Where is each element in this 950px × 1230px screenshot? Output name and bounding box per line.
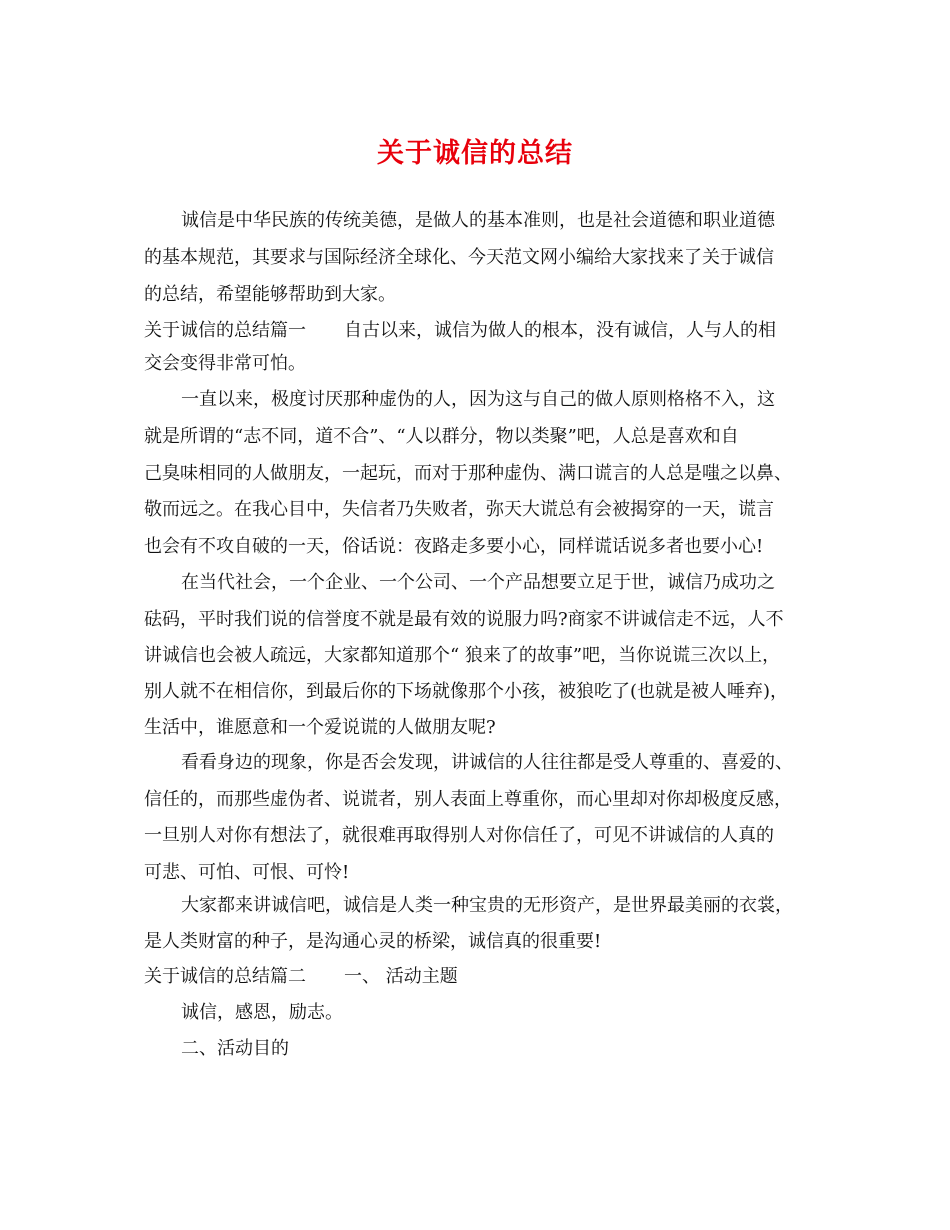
para2-line-3: 己臭味相同的人做朋友，一起玩，而对于那种虚伪、满口谎言的人总是嗤之以鼻、 bbox=[144, 463, 792, 484]
section2-item-2: 二、活动目的 bbox=[181, 1038, 289, 1059]
para2-line-2: 就是所谓的“志不同，道不合”、“人以群分，物以类聚”吧，人总是喜欢和自 bbox=[144, 426, 739, 447]
para2-line-5: 也会有不攻自破的一天，俗话说：夜路走多要小心，同样谎话说多者也要小心! bbox=[144, 536, 764, 557]
para4-line-1: 看看身边的现象，你是否会发现，讲诚信的人往往都是受人尊重的、喜爱的、 bbox=[181, 752, 793, 773]
para5-line-2: 是人类财富的种子，是沟通心灵的桥梁，诚信真的很重要! bbox=[144, 931, 602, 952]
page-title: 关于诚信的总结 bbox=[377, 138, 573, 169]
para2-line-4: 敬而远之。在我心目中，失信者乃失败者，弥天大谎总有会被揭穿的一天，谎言 bbox=[144, 499, 774, 520]
intro-line-1: 诚信是中华民族的传统美德，是做人的基本准则，也是社会道德和职业道德 bbox=[181, 210, 775, 231]
section1-heading-line bbox=[144, 320, 776, 342]
para4-line-2: 信任的，而那些虚伪者、说谎者，别人表面上尊重你，而心里却对你却极度反感， bbox=[144, 789, 792, 810]
para3-line-1: 在当代社会，一个企业、一个公司、一个产品想要立足于世，诚信乃成功之 bbox=[181, 572, 775, 593]
para3-line-3: 讲诚信也会被人疏远，大家都知道那个“ 狼来了的故事”吧，当你说谎三次以上， bbox=[144, 645, 781, 666]
para3-line-4: 别人就不在相信你，到最后你的下场就像那个小孩，被狼吃了(也就是被人唾弃)， bbox=[144, 681, 789, 702]
section1-heading: 关于诚信的总结篇一 bbox=[144, 320, 306, 341]
para4-line-4: 可悲、可怕、可恨、可怜! bbox=[144, 862, 350, 883]
para5-line-1: 大家都来讲诚信吧，诚信是人类一种宝贵的无形资产，是世界最美丽的衣裳， bbox=[181, 895, 793, 916]
para3-line-2: 砝码，平时我们说的信誉度不就是最有效的说服力吗?商家不讲诚信走不远，人不 bbox=[144, 609, 784, 630]
section1-lead: 自古以来，诚信为做人的根本，没有诚信，人与人的相 bbox=[344, 320, 776, 341]
section2-theme: 诚信，感恩，励志。 bbox=[181, 1002, 343, 1023]
section2-heading-line bbox=[144, 966, 458, 988]
para3-line-5: 生活中，谁愿意和一个爱说谎的人做朋友呢? bbox=[144, 717, 496, 738]
intro-line-2: 的基本规范，其要求与国际经济全球化、今天范文网小编给大家找来了关于诚信 bbox=[144, 247, 774, 268]
section2-heading: 关于诚信的总结篇二 bbox=[144, 966, 306, 987]
para2-line-1: 一直以来，极度讨厌那种虚伪的人，因为这与自己的做人原则格格不入，这 bbox=[181, 389, 775, 410]
intro-line-3: 的总结，希望能够帮助到大家。 bbox=[144, 284, 396, 305]
section1-lead-cont: 交会变得非常可怕。 bbox=[144, 353, 306, 374]
section2-item-1: 一、 活动主题 bbox=[344, 966, 458, 987]
para4-line-3: 一旦别人对你有想法了，就很难再取得别人对你信任了，可见不讲诚信的人真的 bbox=[144, 825, 774, 846]
